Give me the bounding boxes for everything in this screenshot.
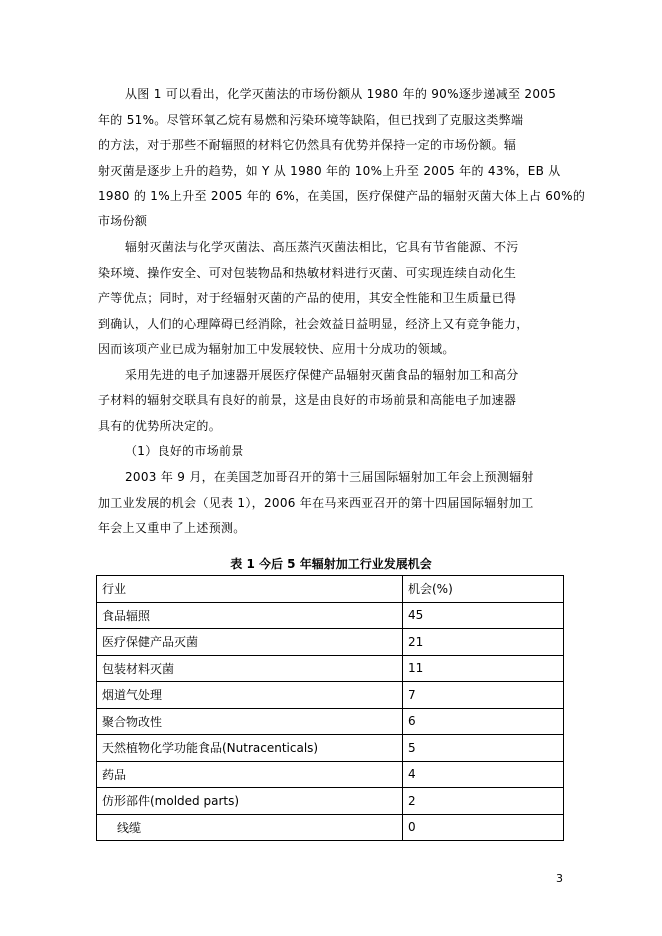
text-line: 加工业发展的机会（见表 1），2006 年在马来西亚召开的第十四届国际辐射加工	[98, 496, 534, 510]
text-line: 年会上又重申了上述预测。	[98, 521, 246, 535]
cell-opportunity: 21	[403, 629, 564, 656]
table-row	[97, 629, 564, 656]
table-row	[97, 655, 564, 682]
text-line: 的方法，对于那些不耐辐照的材料它仍然具有优势并保持一定的市场份额。辐	[98, 138, 517, 152]
text-line: 采用先进的电子加速器开展医疗保健产品辐射灭菌食品的辐射加工和高分	[125, 368, 519, 382]
cell-opportunity: 11	[403, 655, 564, 682]
table-row	[97, 814, 564, 841]
cell-industry: 食品辐照	[97, 602, 403, 629]
text-line: 射灭菌是逐步上升的趋势，如 Y 从 1980 年的 10%上升至 2005 年的 43%，EB 从	[98, 164, 561, 178]
section-heading: （1）良好的市场前景	[125, 444, 244, 458]
text-line: 市场份额	[98, 214, 148, 228]
cell-industry: 聚合物改性	[97, 708, 403, 735]
cell-opportunity: 6	[403, 708, 564, 735]
text-line: 2003 年 9 月，在美国芝加哥召开的第十三届国际辐射加工年会上预测辐射	[125, 470, 534, 484]
cell-industry: 仿形部件(molded parts)	[97, 788, 403, 815]
cell-opportunity: 7	[403, 682, 564, 709]
table-row	[97, 761, 564, 788]
text-line: 产等优点；同时，对于经辐射灭菌的产品的使用，其安全性能和卫生质量已得	[98, 291, 517, 305]
cell-industry: 线缆	[97, 814, 403, 841]
text-line: 年的 51%。尽管环氧乙烷有易燃和污染环境等缺陷，但已找到了克服这类弊端	[98, 113, 524, 127]
cell-industry: 烟道气处理	[97, 682, 403, 709]
table-row	[97, 682, 564, 709]
text-line: 辐射灭菌法与化学灭菌法、高压蒸汽灭菌法相比，它具有节省能源、不污	[125, 240, 519, 254]
table-row	[97, 735, 564, 762]
cell-industry: 天然植物化学功能食品(Nutracenticals)	[97, 735, 403, 762]
cell-opportunity: 4	[403, 761, 564, 788]
cell-industry: 包装材料灭菌	[97, 655, 403, 682]
cell-industry: 药品	[97, 761, 403, 788]
header-cell-opportunity: 机会(%)	[403, 576, 564, 603]
text-line: 因而该项产业已成为辐射加工中发展较快、应用十分成功的领域。	[98, 342, 455, 356]
page-number: 3	[556, 872, 563, 885]
text-line: 1980 的 1%上升至 2005 年的 6%，在美国，医疗保健产品的辐射灭菌大体上占 60%的	[98, 189, 586, 203]
table-header-row	[97, 576, 564, 603]
table-row	[97, 602, 564, 629]
cell-industry: 医疗保健产品灭菌	[97, 629, 403, 656]
text-line: 到确认，人们的心理障碍已经消除，社会效益日益明显，经济上又有竞争能力，	[98, 317, 529, 331]
cell-opportunity: 0	[403, 814, 564, 841]
text-line: 具有的优势所决定的。	[98, 419, 222, 433]
cell-opportunity: 2	[403, 788, 564, 815]
table-title: 表 1 今后 5 年辐射加工行业发展机会	[230, 557, 432, 571]
cell-opportunity: 45	[403, 602, 564, 629]
text-line: 从图 1 可以看出，化学灭菌法的市场份额从 1980 年的 90%逐步递减至 2005	[125, 87, 557, 101]
header-cell-industry: 行业	[97, 576, 403, 603]
table-row	[97, 788, 564, 815]
opportunity-table	[96, 575, 564, 841]
text-line: 子材料的辐射交联具有良好的前景，这是由良好的市场前景和高能电子加速器	[98, 393, 517, 407]
table-row	[97, 708, 564, 735]
text-line: 染环境、操作安全、可对包装物品和热敏材料进行灭菌、可实现连续自动化生	[98, 266, 517, 280]
cell-opportunity: 5	[403, 735, 564, 762]
